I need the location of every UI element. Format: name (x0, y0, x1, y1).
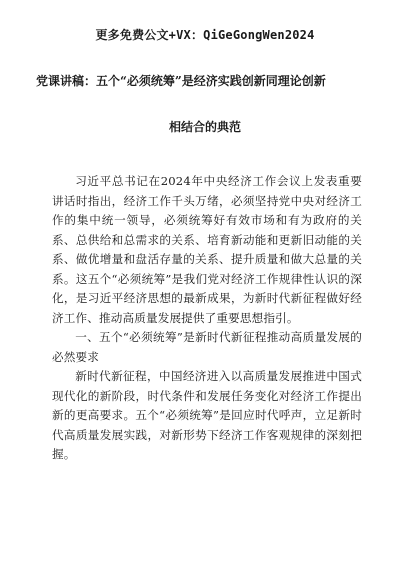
document-body (52, 172, 362, 465)
body-paragraph-2: 新时代新征程，中国经济进入以高质量发展推进中国式现代化的新阶段，时代条件和发展任务变化对经济工作提出新的更高要求。五个“必须统筹”是回应时代呼声，立足新时代高质量发展实践，对新形势下经济工作客观规律的深刻把握。 (52, 369, 362, 461)
body-paragraph-intro: 习近平总书记在2024年中央经济工作会议上发表重要讲话时指出，经济工作千头万绪，必须坚持党中央对经济工作的集中统一领导，必须统筹好有效市场和有为政府的关系、总供给和总需求的关系、培育新动能和更新旧动能的关系、做优增量和盘活存量的关系、提升质量和做大总量的关系。这五个“必须统筹”是我们党对经济工作规律性认识的深化，是习近平经济思想的最新成果，为新时代新征程做好经济工作、推动高质量发展提供了重要思想指引。 (52, 174, 362, 325)
promo-header: 更多免费公文+VX：QiGeGongWen2024 (95, 28, 315, 42)
document-title-line-2: 相结合的典范 (168, 120, 241, 134)
document-title-line-1: 党课讲稿：五个“必须统筹”是经济实践创新同理论创新 (36, 74, 326, 88)
section-heading-1: 一、五个“必须统筹”是新时代新征程推动高质量发展的必然要求 (52, 330, 362, 364)
